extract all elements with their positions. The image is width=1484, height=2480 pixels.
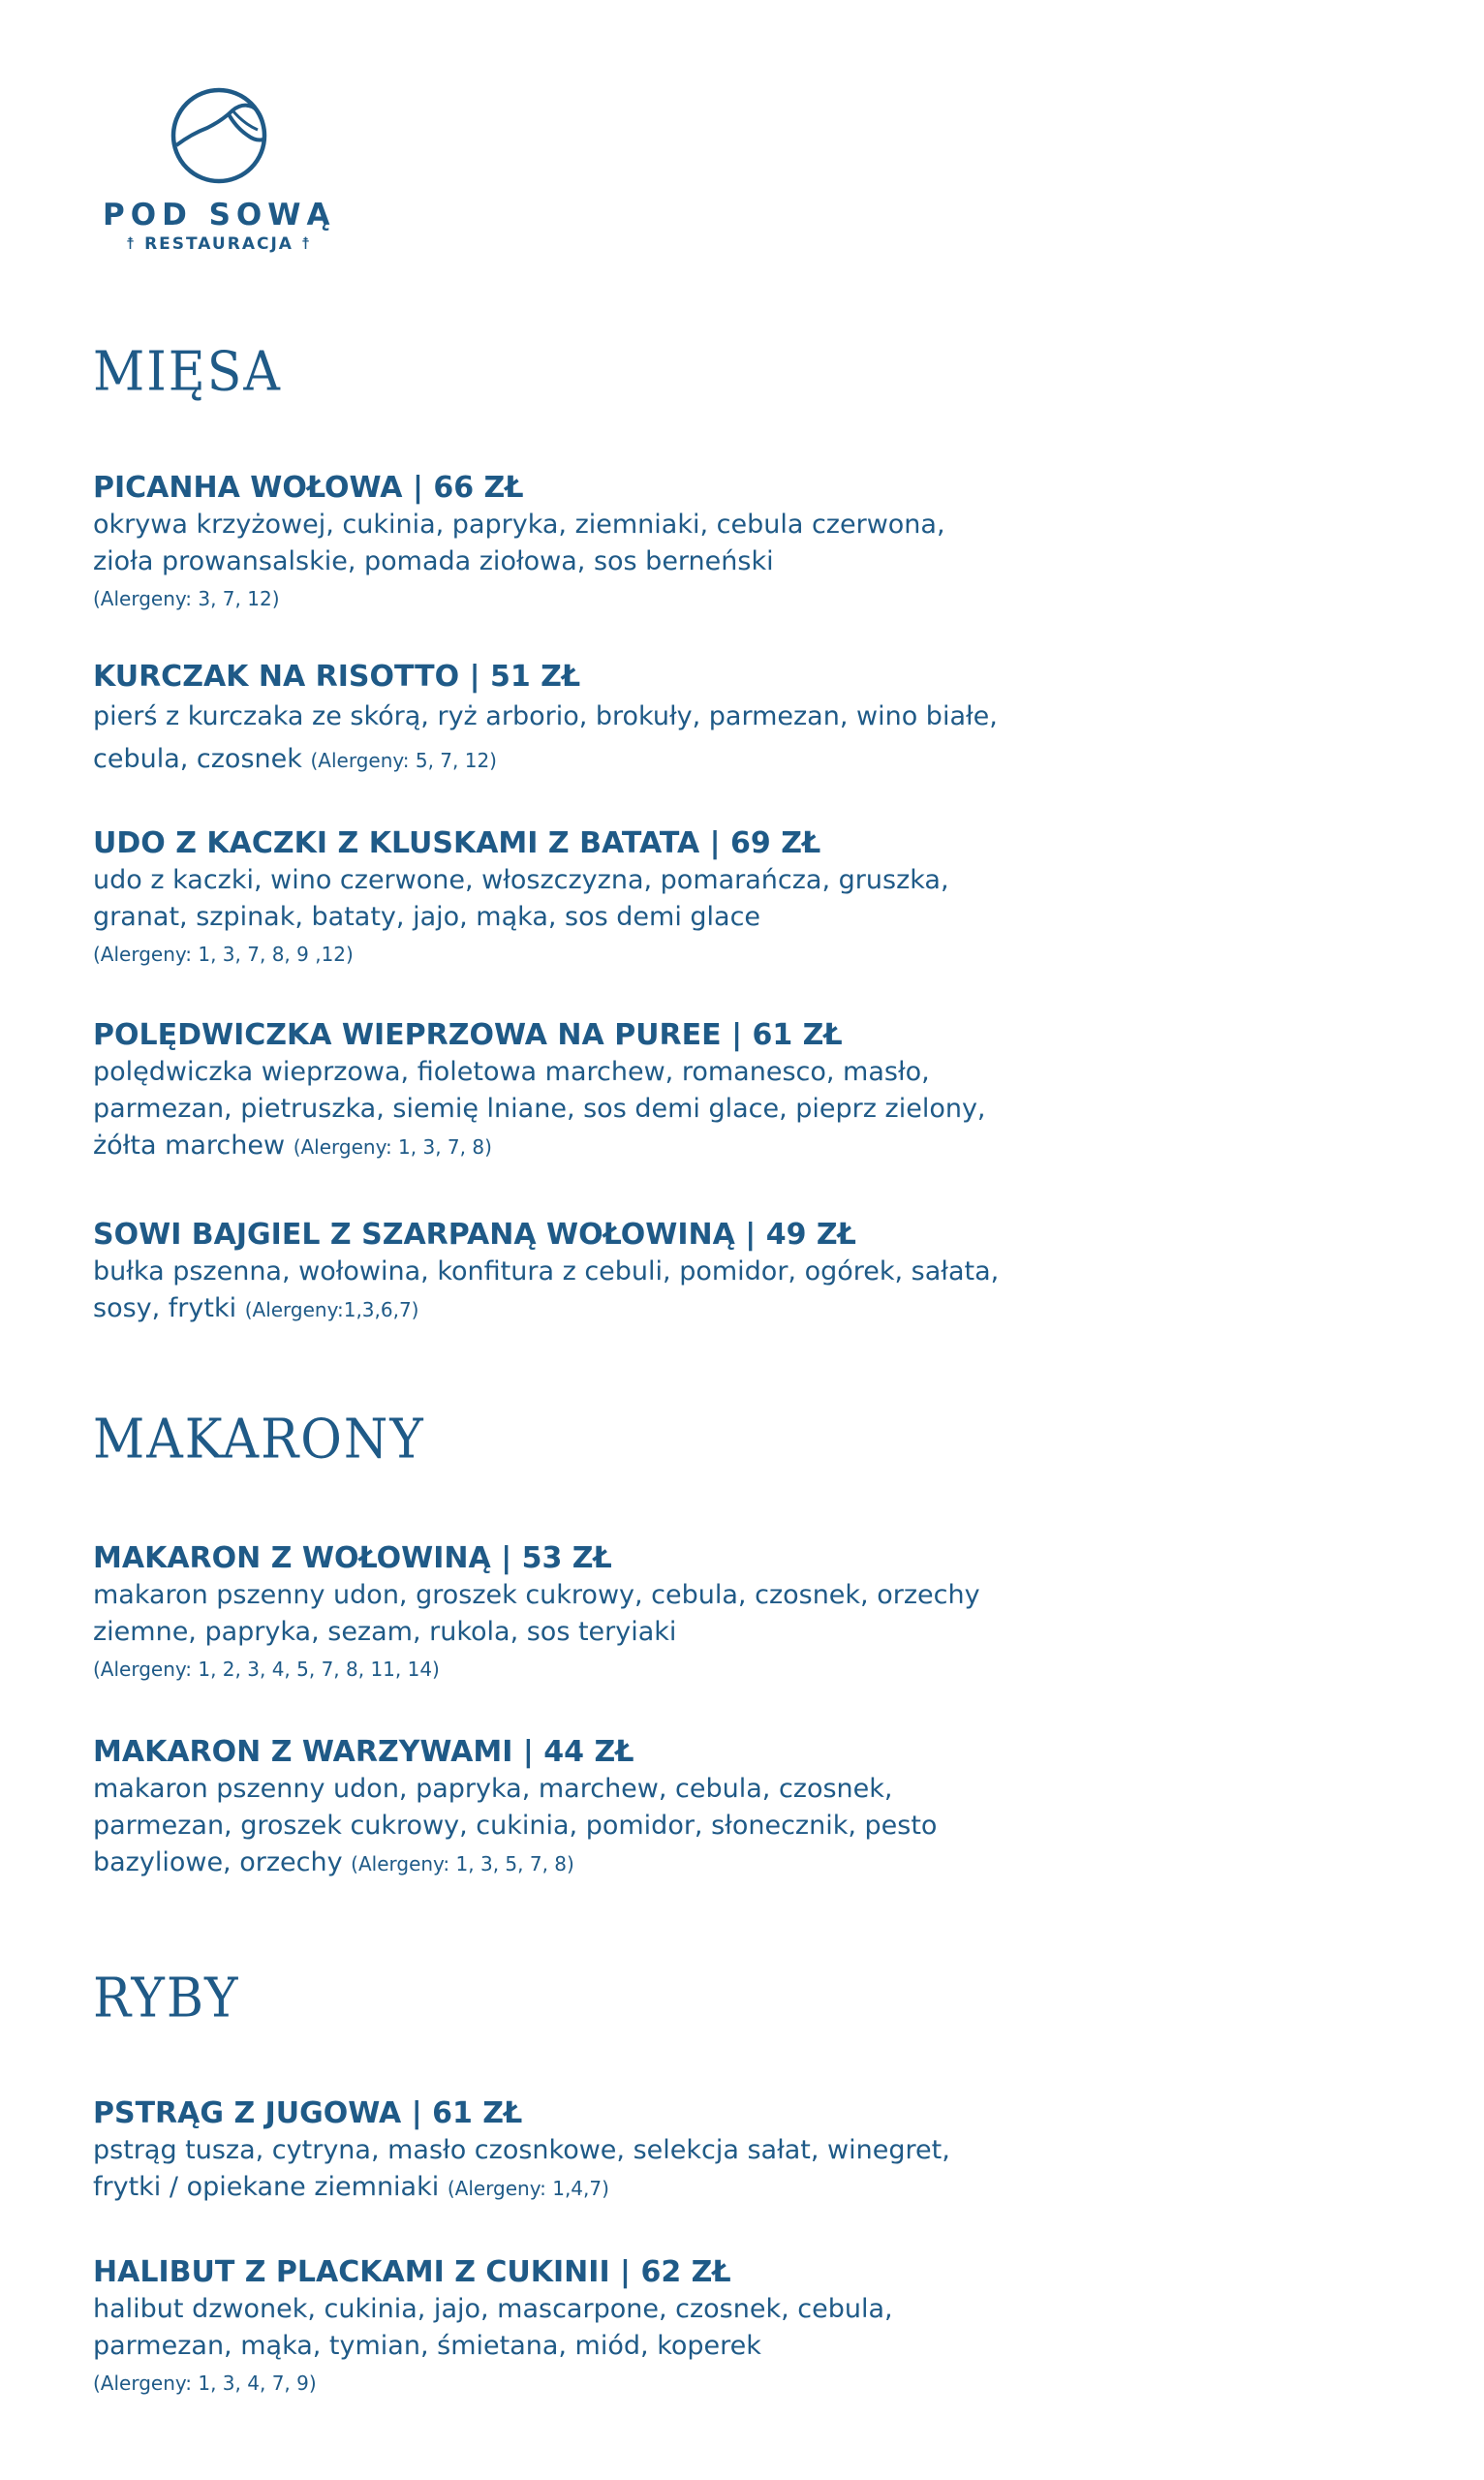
dish-description-line: okrywa krzyżowej, cukinia, papryka, ziemniaki, cebula czerwona, — [93, 510, 945, 540]
dish-description-line — [93, 738, 1062, 781]
dish-allergens: (Alergeny: 1,4,7) — [447, 2177, 609, 2200]
brand-name: POD SOWĄ — [103, 198, 336, 232]
dish-description-line: granat, szpinak, bataty, jajo, mąka, sos demi glace — [93, 902, 761, 932]
dish-poledwiczka — [93, 1017, 1062, 1165]
dish-description-line: pierś z kurczaka ze skórą, ryż arborio, brokuły, parmezan, wino białe, — [93, 701, 998, 731]
dish-description-text: cebula, czosnek — [93, 744, 302, 774]
brand-subtitle — [103, 234, 335, 254]
dish-makaron-z-wolowina — [93, 1540, 1062, 1688]
dish-name: POLĘDWICZKA WIEPRZOWA NA PUREE | 61 ZŁ — [93, 1018, 843, 1052]
dish-udo-z-kaczki — [93, 825, 1062, 973]
dish-description-line — [93, 1844, 1062, 1882]
dish-description-text: bazyliowe, orzechy — [93, 1847, 343, 1877]
dish-description-text: frytki / opiekane ziemniaki — [93, 2172, 440, 2202]
dish-halibut — [93, 2254, 1062, 2402]
brand-subtitle-text: RESTAURACJA — [144, 234, 294, 254]
dish-allergens: (Alergeny: 1, 2, 3, 4, 5, 7, 8, 11, 14) — [93, 1658, 440, 1681]
dish-description-line: halibut dzwonek, cukinia, jajo, mascarpone, czosnek, cebula, — [93, 2294, 893, 2324]
dish-description-line: zioła prowansalskie, pomada ziołowa, sos berneński — [93, 546, 774, 576]
dish-makaron-z-warzywami — [93, 1734, 1062, 1882]
dish-picanha — [93, 470, 1062, 617]
dish-name: PICANHA WOŁOWA | 66 ZŁ — [93, 471, 524, 505]
dish-allergens: (Alergeny: 5, 7, 12) — [310, 749, 497, 772]
dish-allergens: (Alergeny: 3, 7, 12) — [93, 587, 280, 610]
section-title-ryby: RYBY — [93, 1967, 240, 2030]
dish-allergens: (Alergeny: 1, 3, 5, 7, 8) — [351, 1852, 574, 1876]
dish-name: UDO Z KACZKI Z KLUSKAMI Z BATATA | 69 ZŁ — [93, 826, 821, 860]
dish-description-line: parmezan, groszek cukrowy, cukinia, pomidor, słonecznik, pesto — [93, 1811, 938, 1841]
dish-name: MAKARON Z WOŁOWINĄ | 53 ZŁ — [93, 1541, 612, 1575]
dish-description-text: żółta marchew — [93, 1131, 286, 1161]
dish-allergens: (Alergeny: 1, 3, 7, 8, 9 ,12) — [93, 943, 354, 966]
dish-description-line: polędwiczka wieprzowa, fioletowa marchew, romanesco, masło, — [93, 1057, 930, 1087]
dish-description-line: ziemne, papryka, sezam, rukola, sos teryiaki — [93, 1617, 677, 1647]
dish-description-text: sosy, frytki — [93, 1293, 237, 1323]
dish-name: PSTRĄG Z JUGOWA | 61 ZŁ — [93, 2096, 523, 2130]
dish-kurczak — [93, 659, 1062, 781]
restaurant-logo — [103, 85, 335, 254]
dish-description-line: bułka pszenna, wołowina, konfitura z cebuli, pomidor, ogórek, sałata, — [93, 1256, 1000, 1286]
dish-description-line — [93, 1128, 1062, 1165]
dish-allergens: (Alergeny:1,3,6,7) — [244, 1298, 419, 1321]
section-title-miesa: MIĘSA — [93, 340, 282, 404]
dish-name: MAKARON Z WARZYWAMI | 44 ZŁ — [93, 1735, 634, 1769]
dish-description-line: parmezan, mąka, tymian, śmietana, miód, koperek — [93, 2331, 761, 2361]
owl-mountain-emblem-icon — [169, 85, 269, 186]
dish-description-line: pstrąg tusza, cytryna, masło czosnkowe, selekcja sałat, winegret, — [93, 2135, 950, 2165]
dish-sowi-bajgiel — [93, 1217, 1062, 1328]
dish-pstrag — [93, 2095, 1062, 2207]
cross-right-icon: ☨ — [300, 234, 313, 254]
dish-allergens: (Alergeny: 1, 3, 7, 8) — [293, 1135, 492, 1159]
section-title-makarony: MAKARONY — [93, 1408, 425, 1472]
dish-allergens: (Alergeny: 1, 3, 4, 7, 9) — [93, 2372, 317, 2395]
dish-description-line — [93, 1290, 1062, 1328]
dish-description-line: udo z kaczki, wino czerwone, włoszczyzna, pomarańcza, gruszka, — [93, 865, 949, 895]
dish-name: KURCZAK NA RISOTTO | 51 ZŁ — [93, 660, 581, 694]
cross-left-icon: ☨ — [125, 234, 138, 254]
dish-description-line — [93, 2169, 1062, 2207]
dish-name: SOWI BAJGIEL Z SZARPANĄ WOŁOWINĄ | 49 ZŁ — [93, 1218, 856, 1252]
dish-description-line: makaron pszenny udon, groszek cukrowy, cebula, czosnek, orzechy — [93, 1580, 980, 1610]
dish-description-line: parmezan, pietruszka, siemię lniane, sos demi glace, pieprz zielony, — [93, 1094, 986, 1124]
dish-name: HALIBUT Z PLACKAMI Z CUKINII | 62 ZŁ — [93, 2255, 731, 2289]
dish-description-line: makaron pszenny udon, papryka, marchew, cebula, czosnek, — [93, 1774, 893, 1804]
